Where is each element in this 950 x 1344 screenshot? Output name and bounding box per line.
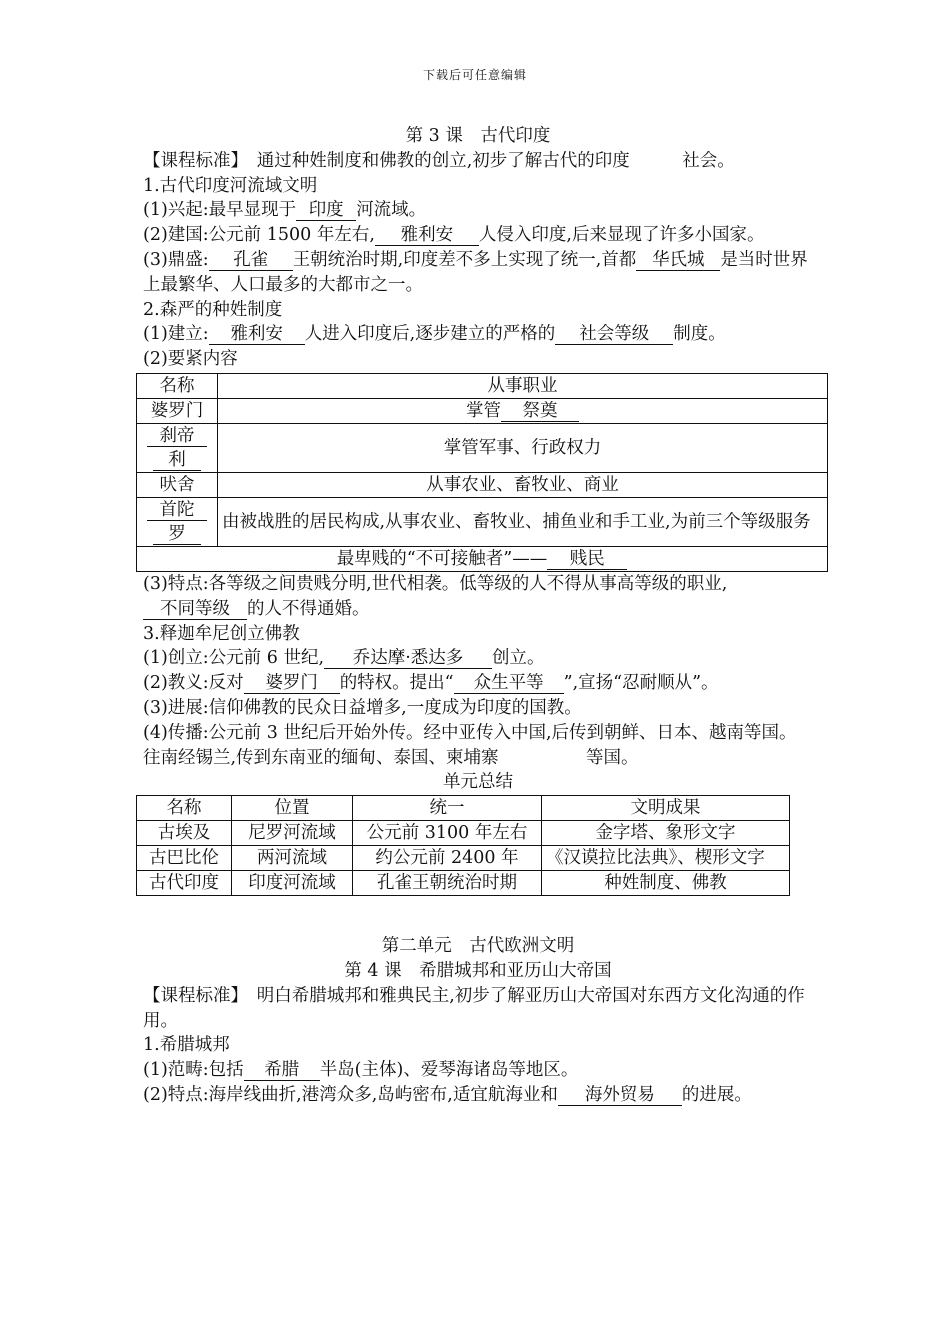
- table-cell: 《汉谟拉比法典》、楔形文字: [542, 846, 790, 871]
- standard-text: 明白希腊城邦和雅典民主,初步了解亚历山大帝国对东西方文化沟通的作用。: [143, 985, 805, 1031]
- caste-table: [136, 373, 828, 572]
- text-line: (2)要紧内容: [143, 349, 238, 370]
- text-line: (4)传播:公元前 3 世纪后开始外传。经中亚传入中国,后传到朝鲜、日本、越南等国。往南经锡兰,传到东南亚的缅甸、泰国、柬埔寨 等国。: [143, 722, 797, 768]
- text-span: (1)创立:公元前 6 世纪,: [143, 648, 325, 669]
- standard-label: 【课程标准】: [143, 150, 240, 171]
- text-line: [143, 671, 813, 696]
- filled-blank: 孔雀: [209, 250, 293, 271]
- table-cell: [137, 546, 828, 571]
- text-span: 人侵入印度,后来显现了许多小国家。: [478, 225, 765, 246]
- filled-blank: 贱民: [547, 549, 627, 570]
- filled-blank: 希腊: [244, 1060, 320, 1081]
- lesson4-standard: [143, 984, 813, 1034]
- table-header-cell: 名称: [137, 373, 218, 398]
- text-span: (3)特点:各等级之间贵贱分明,世代相袭。低等级的人不得从事高等级的职业,: [143, 573, 728, 594]
- section-heading: 1.希腊城邦: [143, 1035, 230, 1056]
- filled-blank: 雅利安: [375, 225, 479, 246]
- text-span: (1)范畴:包括: [143, 1060, 244, 1081]
- text-span: 王朝统治时期,印度差不多上实现了统一,首都: [292, 249, 637, 270]
- table-header-cell: 位置: [232, 796, 353, 821]
- text-span: (2)教义:反对: [143, 673, 244, 694]
- text-span: 最卑贱的“不可接触者”——: [336, 548, 548, 569]
- text-span: 的进展。: [681, 1084, 752, 1105]
- table-row: [137, 423, 828, 472]
- filled-blank: 印度: [296, 200, 356, 221]
- table-row: [137, 398, 828, 423]
- text-span: (1)建立:: [143, 324, 209, 345]
- text-span: 人进入印度后,逐步建立的严格的: [304, 324, 556, 345]
- text-span: 河流域。: [356, 200, 427, 221]
- table-row: [137, 546, 828, 571]
- table-header-cell: 统一: [353, 796, 542, 821]
- table-cell: 由被战胜的居民构成,从事农业、畜牧业、捕鱼业和手工业,为前三个等级服务: [218, 497, 828, 546]
- table-row: [137, 373, 828, 398]
- table-cell: [137, 423, 218, 472]
- table-header-cell: 文明成果: [542, 796, 790, 821]
- filled-blank: 婆罗门: [244, 673, 340, 694]
- text-span: 创立。: [492, 648, 545, 669]
- table-row: [137, 846, 790, 871]
- filled-blank: 海外贸易: [558, 1085, 682, 1106]
- standard-label: 【课程标准】: [143, 985, 240, 1006]
- table-cell: 古巴比伦: [137, 846, 232, 871]
- table-row: [137, 821, 790, 846]
- filled-blank: 众生平等: [454, 673, 564, 694]
- text-line: [143, 572, 813, 622]
- table-cell: 从事农业、畜牧业、商业: [218, 472, 828, 497]
- filled-blank: 乔达摩·悉达多: [324, 648, 492, 669]
- table-cell: 古埃及: [137, 821, 232, 846]
- text-span: 掌管: [466, 400, 501, 421]
- section-heading: 2.森严的种姓制度: [143, 299, 283, 320]
- table-cell: 婆罗门: [137, 398, 218, 423]
- text-line: [143, 248, 813, 298]
- table-cell: [218, 398, 828, 423]
- filled-blank: 雅利安: [209, 324, 305, 345]
- table-row: [137, 871, 790, 896]
- spacer: [143, 896, 813, 934]
- text-line: [143, 198, 813, 223]
- table-cell: 约公元前 2400 年: [353, 846, 542, 871]
- filled-blank: 利: [153, 450, 201, 471]
- text-line: [143, 322, 813, 347]
- table-cell: 古代印度: [137, 871, 232, 896]
- table-row: [137, 472, 828, 497]
- text-span: 是当时世界上最繁华、人口最多的大都市之一。: [143, 249, 808, 295]
- lesson3-title: 第 3 课 古代印度: [405, 126, 551, 146]
- section-heading: 3.释迦牟尼创立佛教: [143, 623, 300, 644]
- text-span: ”,宣扬“忍耐顺从”。: [563, 673, 719, 694]
- summary-table: [136, 795, 790, 896]
- text-span: (3)鼎盛:: [143, 249, 209, 270]
- text-line: (3)进展:信仰佛教的民众日益增多,一度成为印度的国教。: [143, 697, 582, 718]
- table-cell: 尼罗河流域: [232, 821, 353, 846]
- table-cell: 金字塔、象形文字: [542, 821, 790, 846]
- table-row: [137, 796, 790, 821]
- text-line: [143, 1083, 813, 1108]
- table-cell: [137, 497, 218, 546]
- table-cell: 公元前 3100 年左右: [353, 821, 542, 846]
- filled-blank: 华氏城: [636, 250, 720, 271]
- standard-text: 通过种姓制度和佛教的创立,初步了解古代的印度 社会。: [239, 150, 735, 171]
- text-span: 的人不得通婚。: [247, 598, 370, 619]
- summary-title: 单元总结: [443, 772, 513, 793]
- table-header-cell: 从事职业: [218, 373, 828, 398]
- text-span: (2)建国:公元前 1500 年左右,: [143, 225, 375, 246]
- filled-blank: 首陀: [147, 500, 207, 521]
- table-header-cell: 名称: [137, 796, 232, 821]
- section-heading: 1.古代印度河流域文明: [143, 175, 318, 196]
- filled-blank: 不同等级: [143, 599, 247, 620]
- text-span: 的特权。提出“: [339, 673, 454, 694]
- header-note: 下载后可任意编辑: [422, 68, 527, 82]
- text-line: [143, 1058, 813, 1083]
- lesson4-title: 第 4 课 希腊城邦和亚历山大帝国: [344, 960, 612, 981]
- filled-blank: 社会等级: [555, 324, 673, 345]
- filled-blank: 刹帝: [147, 426, 207, 447]
- table-cell: 孔雀王朝统治时期: [353, 871, 542, 896]
- document-page: [143, 124, 813, 1108]
- table-cell: 种姓制度、佛教: [542, 871, 790, 896]
- table-cell: 掌管军事、行政权力: [218, 423, 828, 472]
- lesson3-standard: [143, 149, 813, 174]
- filled-blank: 罗: [153, 524, 201, 545]
- unit2-title: 第二单元 古代欧洲文明: [381, 936, 575, 957]
- filled-blank: 祭奠: [501, 401, 579, 422]
- table-cell: 印度河流域: [232, 871, 353, 896]
- table-cell: 两河流域: [232, 846, 353, 871]
- text-span: (2)特点:海岸线曲折,港湾众多,岛屿密布,适宜航海业和: [143, 1084, 558, 1105]
- table-row: [137, 497, 828, 546]
- text-span: 半岛(主体)、爱琴海诸岛等地区。: [319, 1060, 579, 1081]
- text-line: [143, 646, 813, 671]
- text-span: 制度。: [673, 324, 726, 345]
- text-line: [143, 223, 813, 248]
- table-cell: 吠舍: [137, 472, 218, 497]
- text-span: (1)兴起:最早显现于: [143, 200, 297, 221]
